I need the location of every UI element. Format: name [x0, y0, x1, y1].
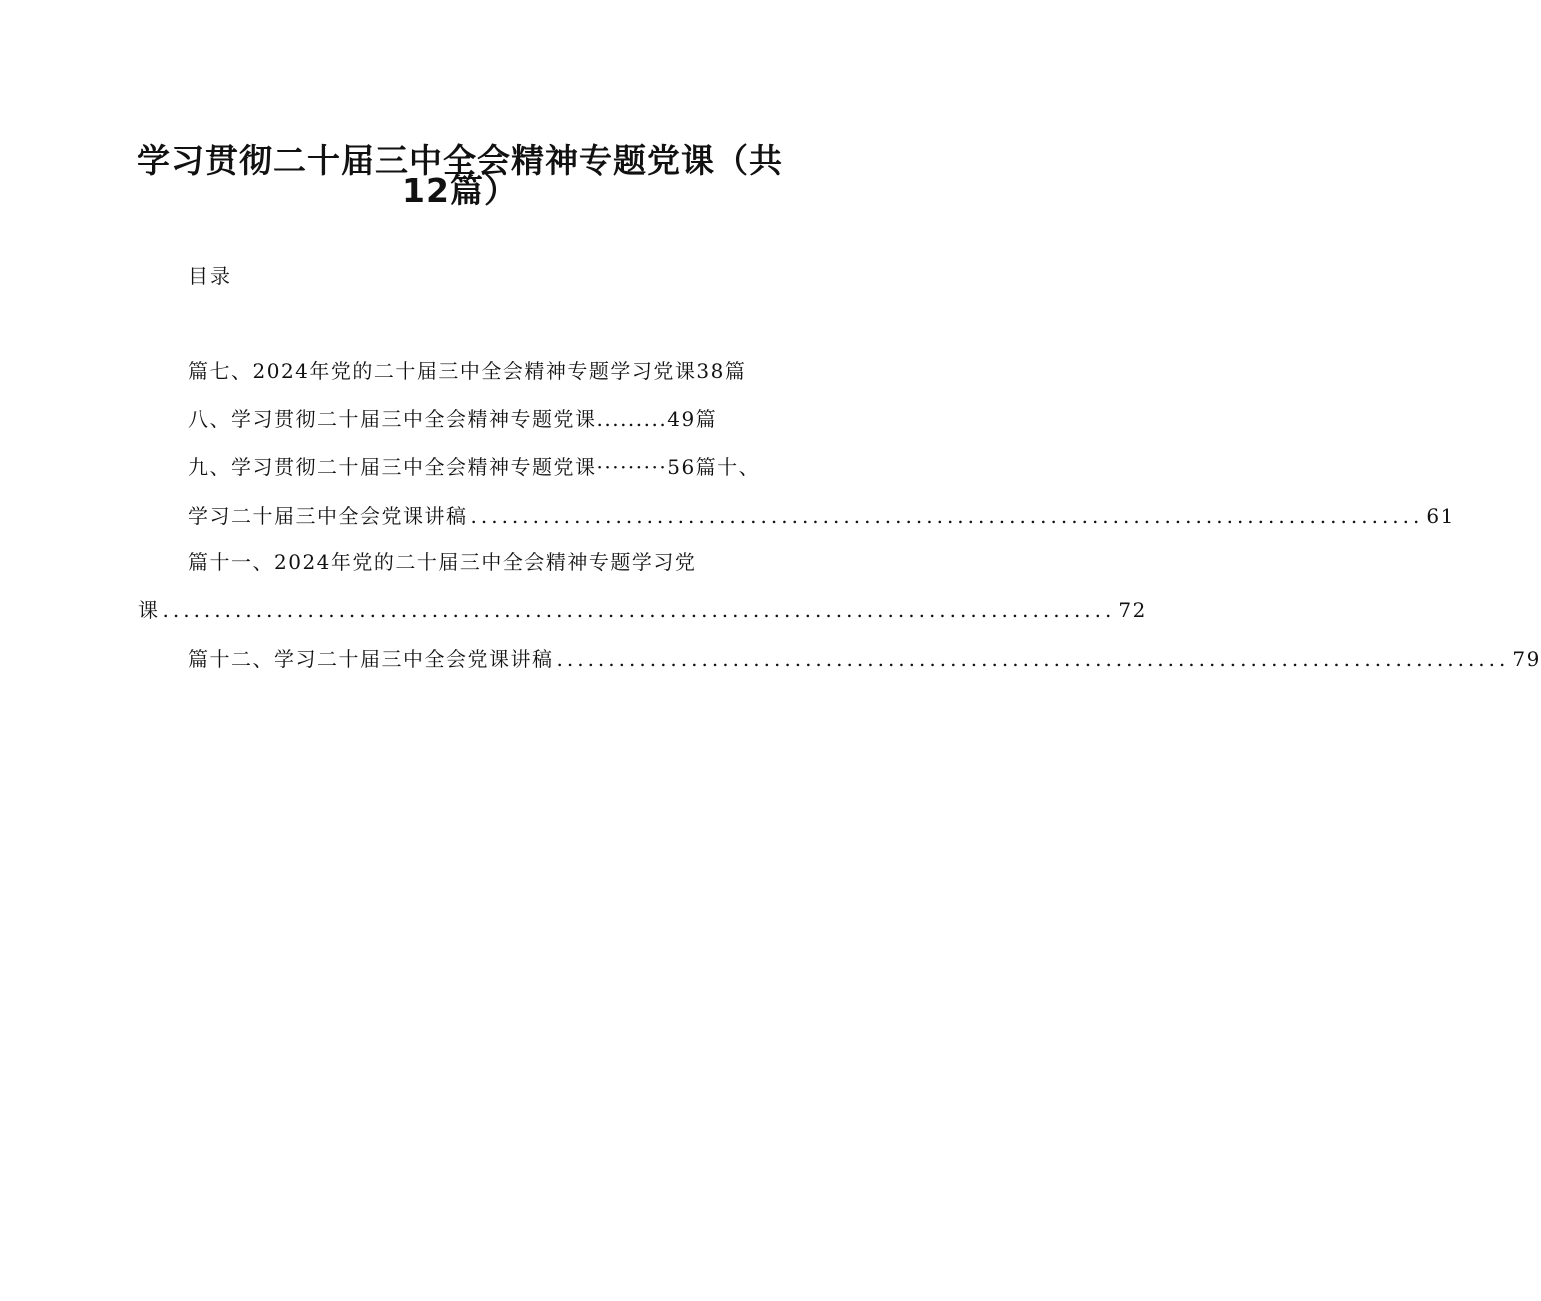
toc-entry-title: 篇十二、学习二十届三中全会党课讲稿 [188, 647, 554, 671]
toc-leader-dots: ............................................................................................ [470, 504, 1424, 528]
toc-leader-dots: ............................................................................................ [162, 598, 1116, 622]
toc-entry-page: 72 [1118, 598, 1147, 622]
toc-line[interactable]: 八、学习贯彻二十届三中全会精神专题党课.........49篇 [188, 407, 718, 431]
toc-entry[interactable] [138, 596, 1147, 624]
toc-entry-page: 61 [1426, 504, 1455, 528]
toc-entry[interactable] [188, 645, 1541, 673]
toc-heading: 目录 [188, 264, 232, 288]
toc-line[interactable]: 篇十一、2024年党的二十届三中全会精神专题学习党 [188, 550, 697, 574]
toc-line[interactable]: 九、学习贯彻二十届三中全会精神专题党课·········56篇十、 [188, 455, 761, 479]
toc-entry-page: 79 [1512, 647, 1541, 671]
document-title-line-1: 学习贯彻二十届三中全会精神专题党课（共 [137, 141, 783, 180]
toc-entry[interactable] [188, 502, 1455, 530]
toc-entry-title: 课 [138, 598, 160, 622]
toc-line[interactable]: 篇七、2024年党的二十届三中全会精神专题学习党课38篇 [188, 359, 747, 383]
toc-leader-dots: ............................................................................................ [556, 647, 1510, 671]
toc-entry-title: 学习二十届三中全会党课讲稿 [188, 504, 468, 528]
document-title-line-2: 12篇） [402, 171, 518, 210]
